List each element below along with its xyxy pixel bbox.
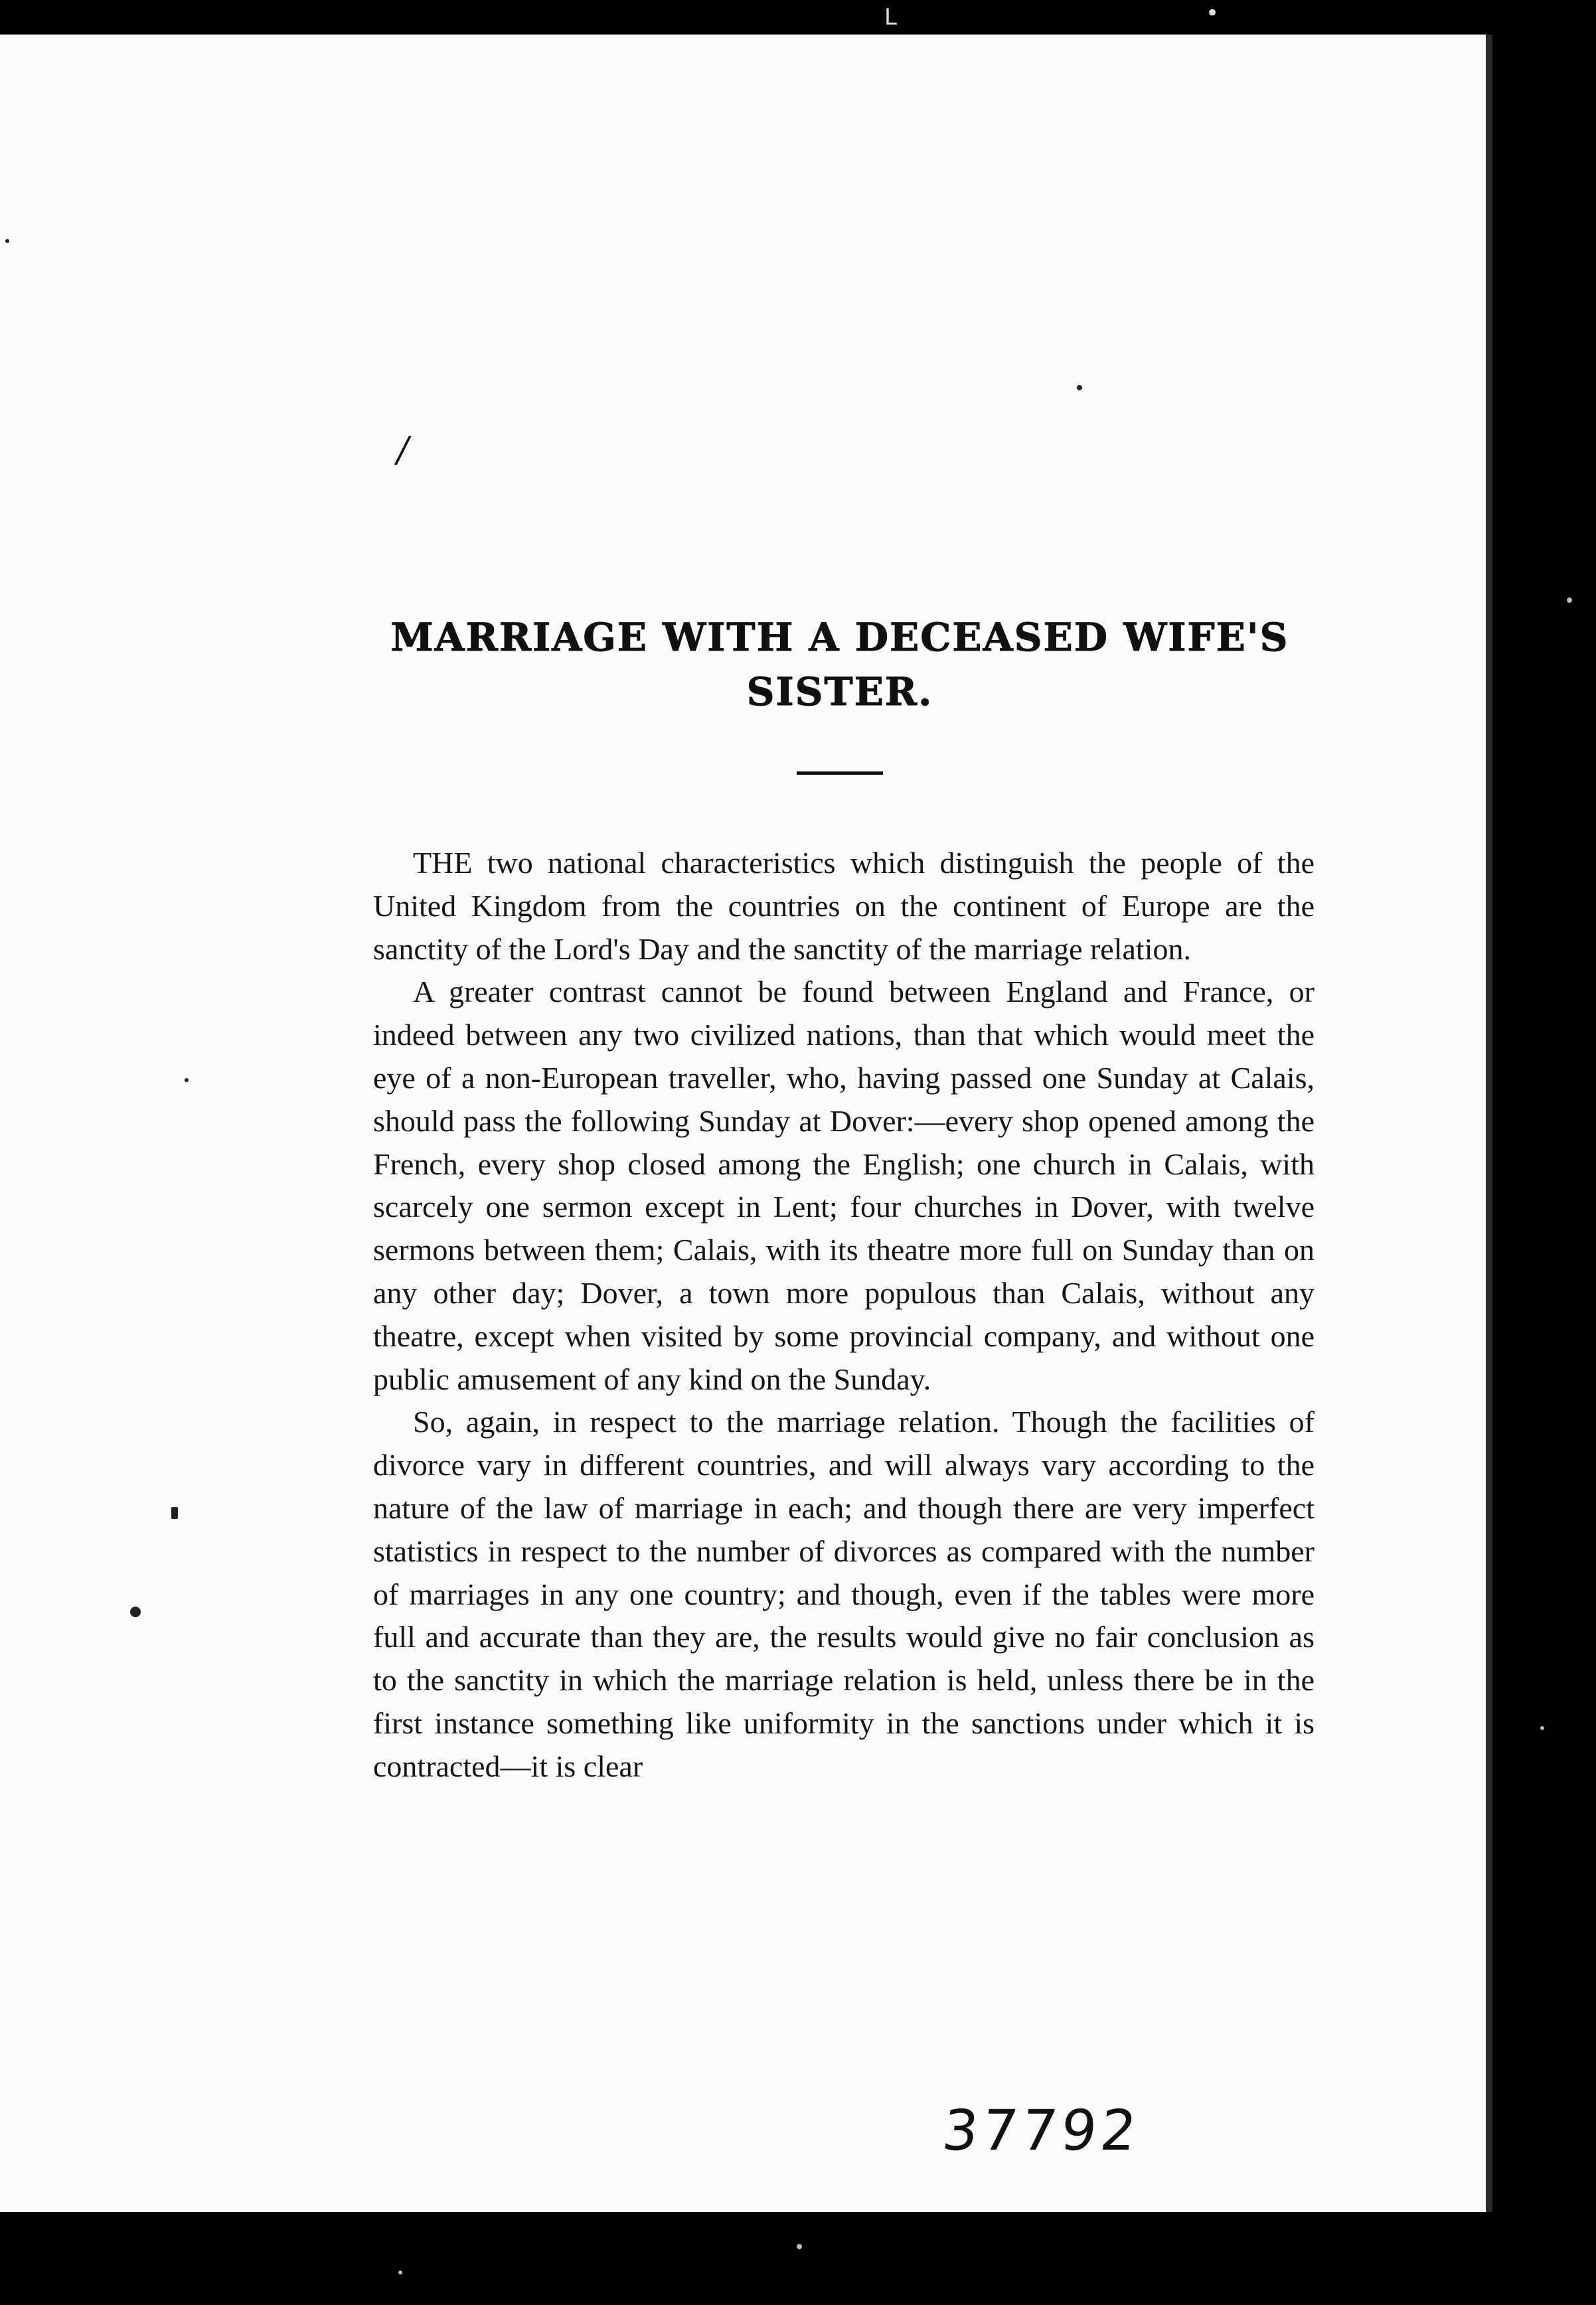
paragraph-2: A greater contrast cannot be found between England and France, or indeed between any two civilized nations, than that which would meet the eye of a non-European traveller, who, having passed one Sunday at Calais, should pass the following Sunday at Dover:—every shop opened among the French, every shop closed among the English; one church in Calais, with scarcely one sermon except in Lent; four churches in Dover, with twelve sermons between them; Calais, with its theatre more full on Sunday than on any other day; Dover, a town more populous than Calais, without any theatre, except when visited by some provincial company, and without one public amusement of any kind on the Sunday.: [373, 975, 1315, 1396]
scan-speck: [171, 1507, 178, 1519]
scan-speck: [1540, 1726, 1544, 1730]
handwritten-catalog-number: 37792: [939, 2098, 1144, 2163]
paragraph-1: THE two national characteristics which distinguish the people of the United Kingdom from the countries on the continent of Europe are the sanctity of the Lord's Day and the sanctity of the marriage relation.: [373, 846, 1315, 966]
page-marker: /: [397, 430, 409, 470]
page-edge-shadow: [1486, 35, 1492, 2212]
document-title: MARRIAGE WITH A DECEASED WIFE'S SISTER.: [390, 614, 1289, 714]
scan-speck: [398, 2270, 402, 2274]
scan-speck: [1567, 597, 1572, 603]
body-text: [373, 842, 1315, 1788]
scan-speck: [185, 1078, 189, 1082]
scan-speck: [797, 2244, 802, 2249]
scan-speck: [5, 239, 9, 243]
top-edge-mark: L: [884, 4, 897, 31]
scan-speck: [1077, 385, 1082, 390]
scan-speck: [130, 1607, 141, 1617]
title-rule: [797, 771, 883, 775]
paragraph-3: So, again, in respect to the marriage relation. Though the facilities of divorce vary in different countries, and will always vary according to the nature of the law of marriage in each; and though there are very imperfect statistics in respect to the number of divorces as compared with the number of marriages in any one country; and though, even if the tables were more full and accurate than they are, the results would give no fair conclusion as to the sanctity in which the marriage relation is held, unless there be in the first instance something like uniformity in the sanctions under which it is contracted—it is clear: [373, 1405, 1315, 1783]
top-edge-mark: •: [1206, 0, 1220, 27]
